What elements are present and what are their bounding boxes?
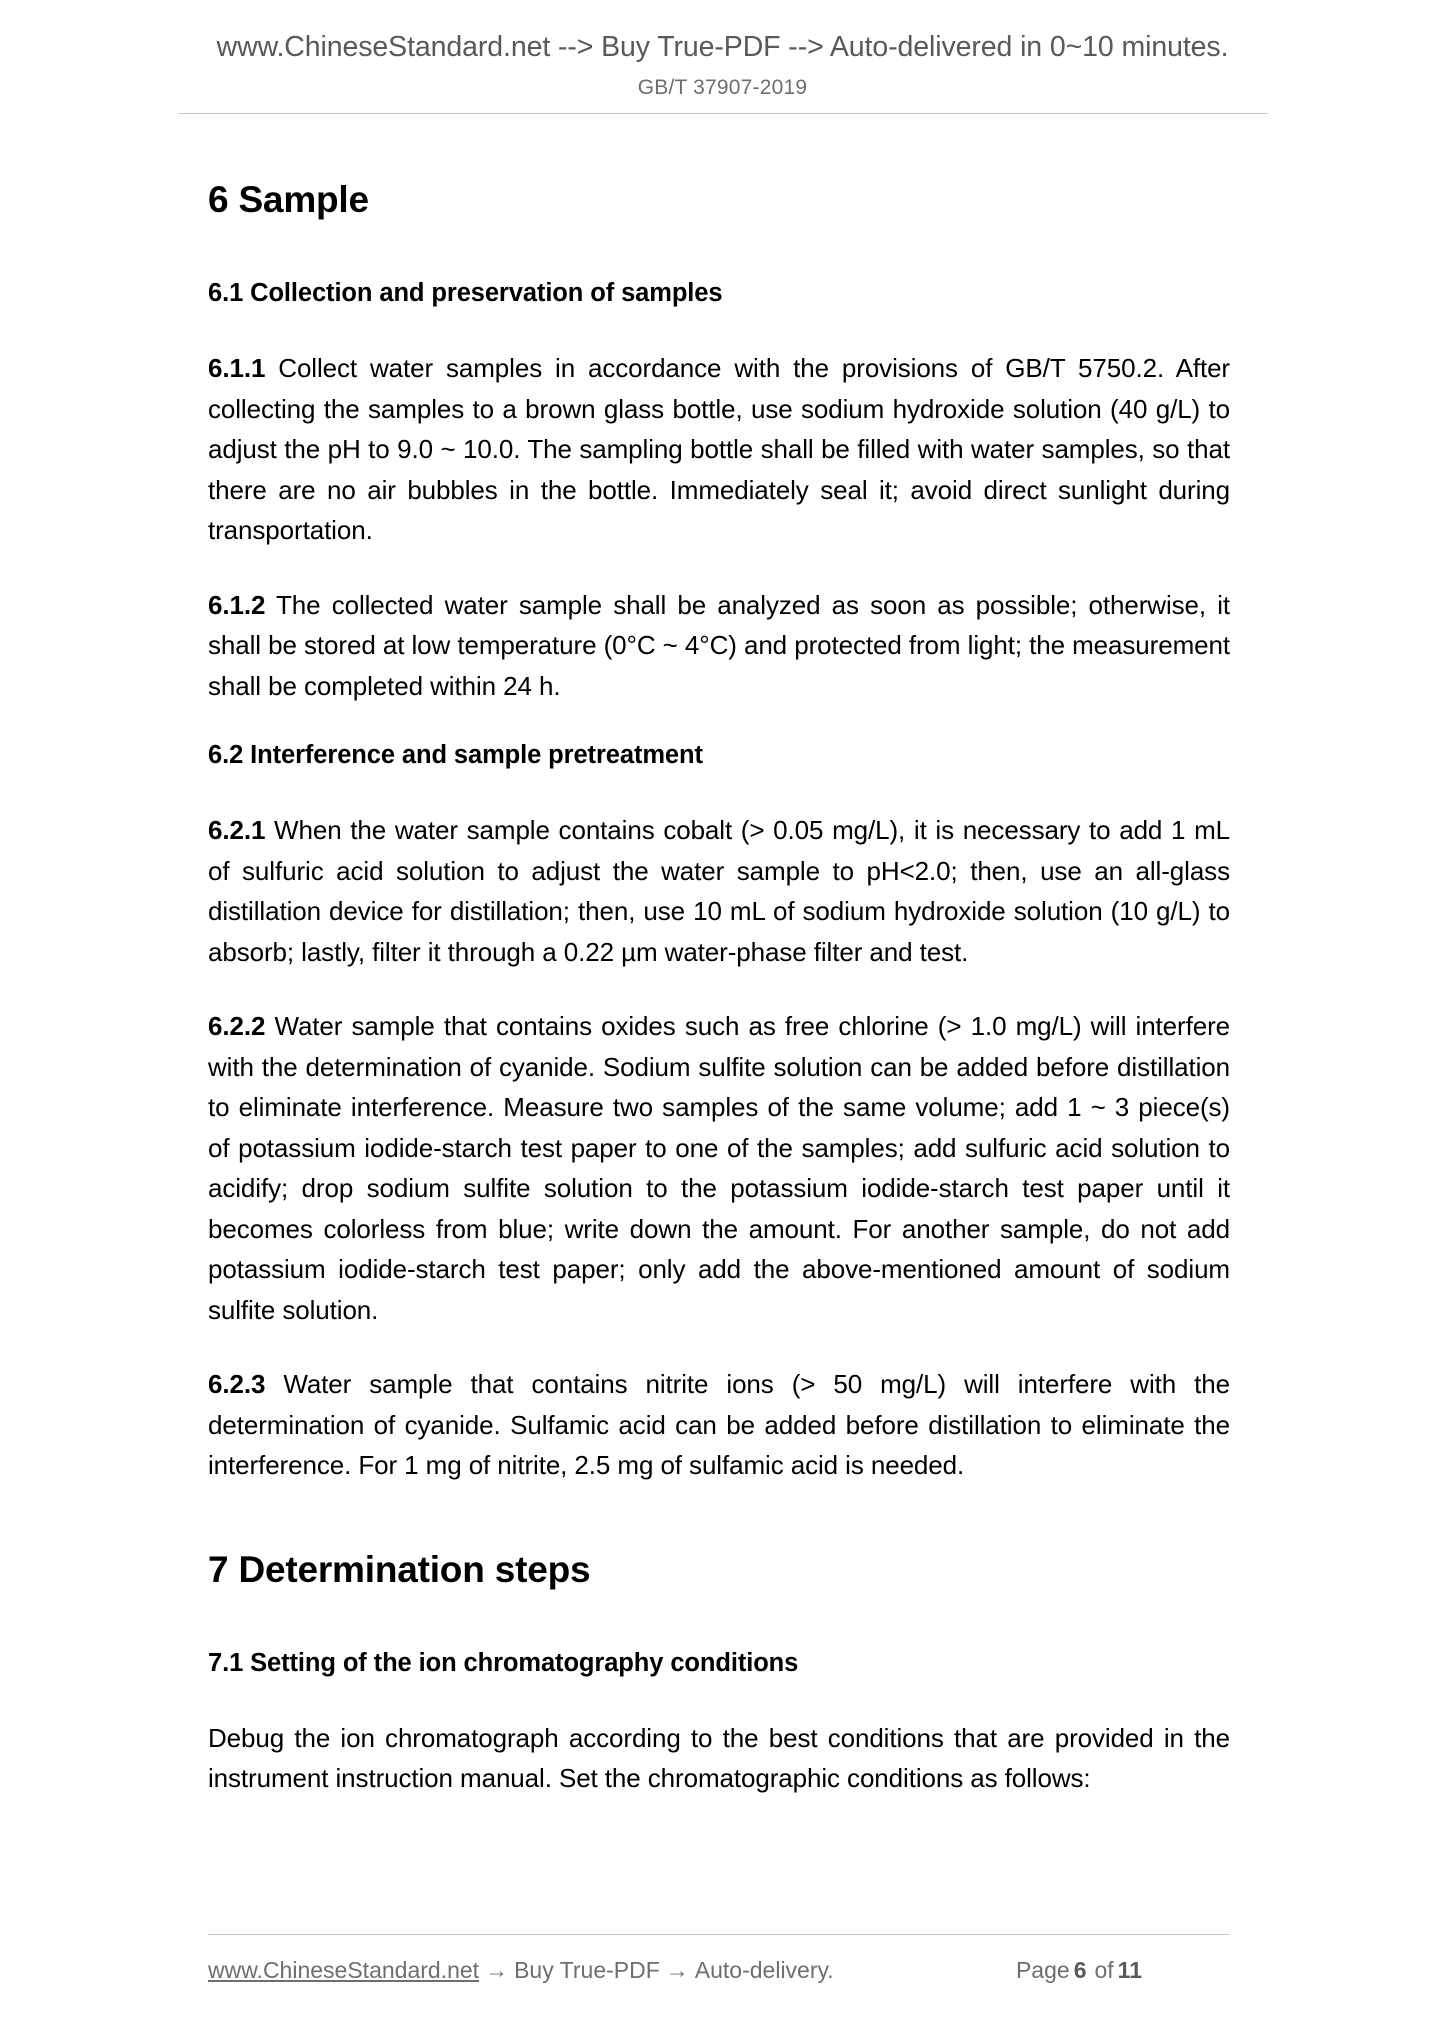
paragraph-6-1-2 (208, 585, 1230, 707)
section-6-2-title: 6.2 Interference and sample pretreatment (208, 741, 703, 770)
spacer (208, 310, 1230, 348)
page-header (0, 0, 1445, 114)
spacer (208, 1330, 1230, 1364)
spacer (208, 1486, 1230, 1548)
paragraph-6-2-2-number: 6.2.2 (208, 1011, 266, 1042)
paragraph-6-2-1-number: 6.2.1 (208, 815, 266, 846)
footer-left-group (208, 1957, 834, 1984)
footer-divider (208, 1934, 1230, 1935)
footer-delivery-label: Auto-delivery. (694, 1957, 834, 1983)
paragraph-6-2-3 (208, 1364, 1230, 1486)
arrow-right-icon-2: → (665, 1957, 689, 1983)
paragraph-7-1-intro: Debug the ion chromatograph according to the best conditions that are provided in the instrument instruction manual. Set the chromatographic conditions as follows: (208, 1722, 1230, 1794)
paragraph-6-2-1-text: When the water sample contains cobalt (> 0.05 mg/L), it is necessary to add 1 mL of sulfuric acid solution to adjust the water sample to pH<2.0; then, use an all-glass distillation device for distillation; then, use 10 mL of sodium hydroxide solution (10 g/L) to absorb; lastly, filter it through a 0.22 µm water-phase filter and test. (208, 815, 1230, 967)
header-divider (178, 113, 1268, 114)
spacer (208, 551, 1230, 585)
paragraph-6-2-1 (208, 810, 1230, 972)
arrow-right-icon: → (485, 1957, 509, 1983)
section-6-1-title: 6.1 Collection and preservation of samples (208, 279, 723, 308)
paragraph-6-1-1 (208, 348, 1230, 551)
paragraph-6-1-1-number: 6.1.1 (208, 353, 266, 384)
spacer (208, 972, 1230, 1006)
footer-row (208, 1957, 1230, 1984)
paragraph-6-1-2-number: 6.1.2 (208, 589, 266, 620)
page-of-label: of (1094, 1957, 1114, 1983)
spacer (208, 1592, 1230, 1648)
paragraph-6-2-3-number: 6.2.3 (208, 1369, 266, 1400)
footer-site-link[interactable]: www.ChineseStandard.net (208, 1957, 480, 1983)
page-current-number: 6 (1073, 1957, 1087, 1983)
paragraph-6-2-2 (208, 1006, 1230, 1330)
page-label: Page (1015, 1957, 1070, 1983)
section-7-title: 7 Determination steps (208, 1548, 591, 1590)
spacer (208, 772, 1230, 810)
document-body (208, 178, 1230, 1799)
paragraph-6-2-3-text: Water sample that contains nitrite ions (> 50 mg/L) will interfere with the determination of cyanide. Sulfamic acid can be added before distillation to eliminate the interference. For 1 mg of nitrite, 2.5 mg of sulfamic acid is needed. (208, 1369, 1230, 1481)
paragraph-6-1-1-text: Collect water samples in accordance with the provisions of GB/T 5750.2. After collecting the samples to a brown glass bottle, use sodium hydroxide solution (40 g/L) to adjust the pH to 9.0 ~ 10.0. The sampling bottle shall be filled with water samples, so that there are no air bubbles in the bottle. Immediately seal it; avoid direct sunlight during transportation. (208, 353, 1230, 546)
spacer (208, 706, 1230, 740)
footer-buy-label: Buy True-PDF (514, 1957, 660, 1983)
page-total-number: 11 (1117, 1957, 1142, 1983)
header-promo-text: www.ChineseStandard.net --> Buy True-PDF --> Auto-delivered in 0~10 minutes. (216, 31, 1229, 63)
paragraph-6-2-2-text: Water sample that contains oxides such as free chlorine (> 1.0 mg/L) will interfere with the determination of cyanide. Sodium sulfite solution can be added before distillation to eliminate interference. Measure two samples of the same volume; add 1 ~ 3 piece(s) of potassium iodide-starch test paper to one of the samples; add sulfuric acid solution to acidify; drop sodium sulfite solution to the potassium iodide-starch test paper until it becomes colorless from blue; write down the amount. For another sample, do not add potassium iodide-starch test paper; only add the above-mentioned amount of sodium sulfite solution. (208, 1011, 1230, 1325)
section-7-1-title: 7.1 Setting of the ion chromatography conditions (208, 1649, 799, 1678)
page-footer (208, 1934, 1230, 1984)
page-indicator (1016, 1957, 1230, 1984)
spacer (208, 222, 1230, 278)
header-standard-number: GB/T 37907-2019 (637, 75, 808, 99)
paragraph-6-1-2-text: The collected water sample shall be analyzed as soon as possible; otherwise, it shall be stored at low temperature (0°C ~ 4°C) and protected from light; the measurement shall be completed within 24 h. (208, 589, 1230, 701)
section-6-title: 6 Sample (208, 179, 369, 220)
spacer (208, 1680, 1230, 1718)
